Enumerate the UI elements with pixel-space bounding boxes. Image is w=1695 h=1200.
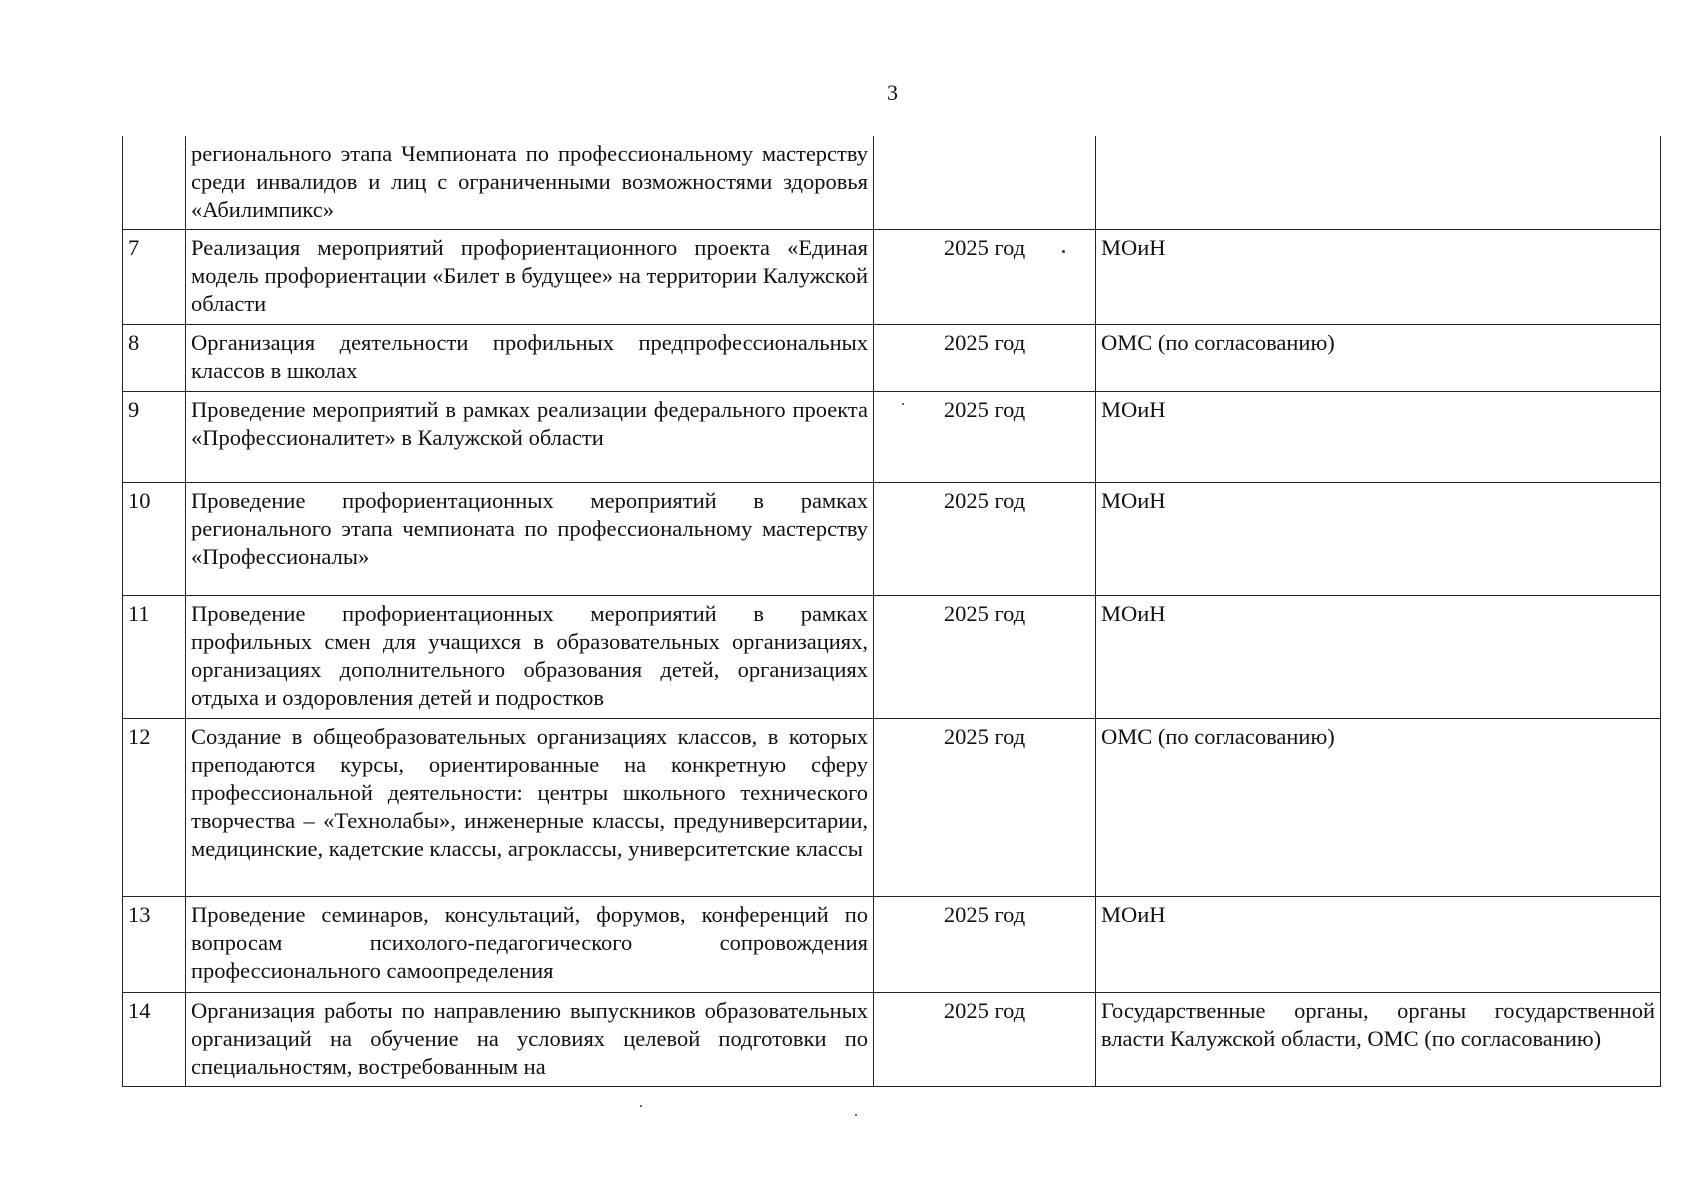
activity-text: Реализация мероприятий профориентационного проекта «Единая модель профориентации «Билет в будущее» на территории Калужской области xyxy=(186,229,874,324)
row-number: 12 xyxy=(123,718,186,896)
activity-term: 2025 год xyxy=(874,229,1096,324)
scan-speck xyxy=(1062,250,1065,253)
activity-responsible: МОиН xyxy=(1096,896,1661,992)
activity-term: 2025 год xyxy=(874,896,1096,992)
page-number: 3 xyxy=(887,80,898,105)
row-number: 14 xyxy=(123,992,186,1086)
scan-speck xyxy=(855,1114,857,1116)
activity-text: Проведение семинаров, консультаций, форумов, конференций по вопросам психолого-педагогического сопровождения профессионального самоопределения xyxy=(186,896,874,992)
scan-speck xyxy=(902,403,904,405)
activity-text: Организация деятельности профильных предпрофессиональных классов в школах xyxy=(186,324,874,391)
row-number: 10 xyxy=(123,482,186,595)
activity-term xyxy=(874,136,1096,229)
scan-speck xyxy=(640,1105,642,1107)
row-number: 9 xyxy=(123,391,186,482)
activity-responsible: МОиН xyxy=(1096,229,1661,324)
activity-responsible xyxy=(1096,136,1661,229)
activity-term: 2025 год xyxy=(874,718,1096,896)
activity-term: 2025 год xyxy=(874,324,1096,391)
activity-responsible: ОМС (по согласованию) xyxy=(1096,324,1661,391)
activities-table xyxy=(122,136,1661,1087)
table-row xyxy=(123,896,1661,992)
table-row xyxy=(123,324,1661,391)
table-row xyxy=(123,992,1661,1086)
row-number: 11 xyxy=(123,595,186,718)
activity-text: Проведение профориентационных мероприятий в рамках регионального этапа чемпионата по профессиональному мастерству «Профессионалы» xyxy=(186,482,874,595)
activity-term: 2025 год xyxy=(874,992,1096,1086)
activity-term: 2025 год xyxy=(874,482,1096,595)
row-number: 8 xyxy=(123,324,186,391)
table-row xyxy=(123,391,1661,482)
activity-term: 2025 год xyxy=(874,595,1096,718)
activity-responsible: МОиН xyxy=(1096,595,1661,718)
table-row xyxy=(123,482,1661,595)
activity-text: Проведение профориентационных мероприятий в рамках профильных смен для учащихся в образовательных организациях, организациях дополнительного образования детей, организациях отдыха и оздоровления детей и подростков xyxy=(186,595,874,718)
row-number xyxy=(123,136,186,229)
table-row xyxy=(123,718,1661,896)
activity-responsible: ОМС (по согласованию) xyxy=(1096,718,1661,896)
table-row xyxy=(123,595,1661,718)
row-number: 7 xyxy=(123,229,186,324)
table-row xyxy=(123,136,1661,229)
table-row xyxy=(123,229,1661,324)
activity-text: Создание в общеобразовательных организациях классов, в которых преподаются курсы, ориентированные на конкретную сферу профессиональной деятельности: центры школьного технического творчества – «Технолабы», инженерные классы, предуниверситарии, медицинские, кадетские классы, агроклассы, университетские классы xyxy=(186,718,874,896)
row-number: 13 xyxy=(123,896,186,992)
activity-responsible: МОиН xyxy=(1096,391,1661,482)
activity-text: Организация работы по направлению выпускников образовательных организаций на обучение на условиях целевой подготовки по специальностям, востребованным на xyxy=(186,992,874,1086)
activity-responsible: Государственные органы, органы государственной власти Калужской области, ОМС (по согласованию) xyxy=(1096,992,1661,1086)
activity-term: 2025 год xyxy=(874,391,1096,482)
activity-responsible: МОиН xyxy=(1096,482,1661,595)
activity-text: регионального этапа Чемпионата по профессиональному мастерству среди инвалидов и лиц с ограниченными возможностями здоровья «Абилимпикс» xyxy=(186,136,874,229)
activity-text: Проведение мероприятий в рамках реализации федерального проекта «Профессионалитет» в Калужской области xyxy=(186,391,874,482)
